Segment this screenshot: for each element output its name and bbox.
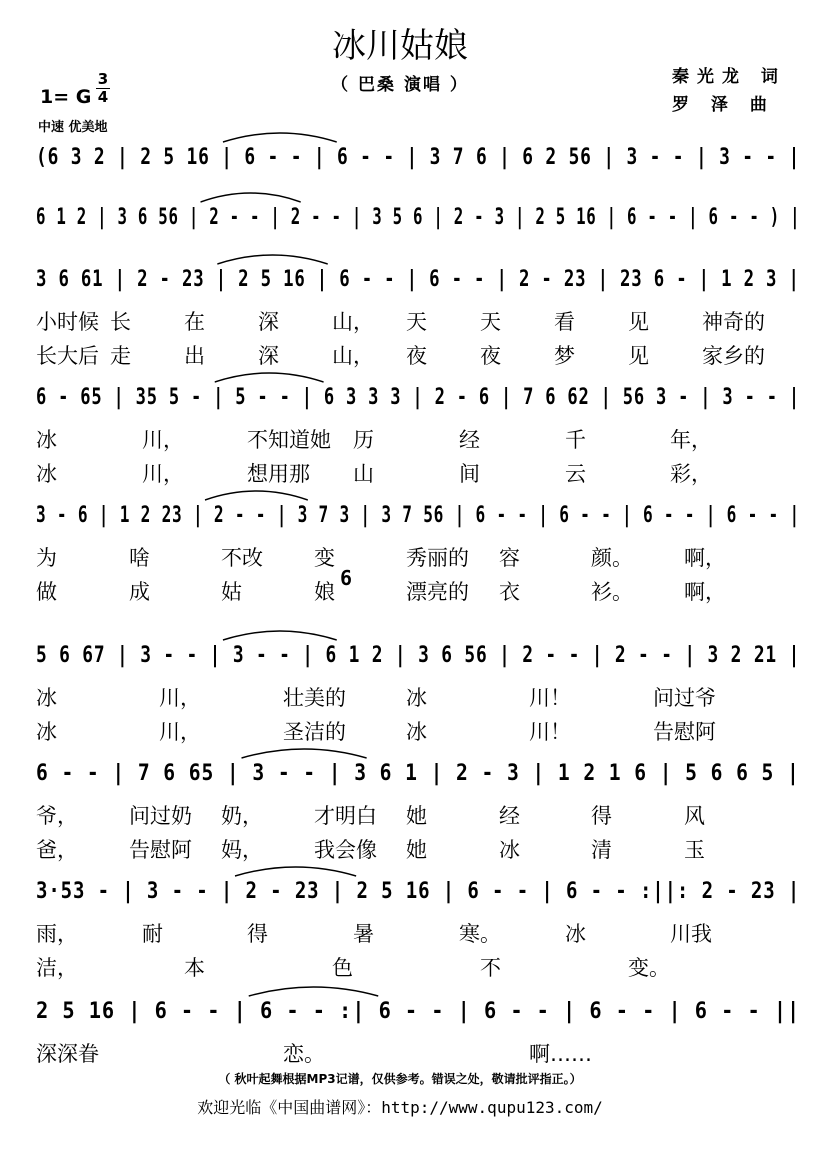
time-signature-bottom: 4: [97, 88, 109, 106]
lyric-word: 啊，: [684, 580, 726, 604]
lyric-word: 神奇的: [702, 310, 765, 334]
lyric-word: 冰: [499, 838, 520, 862]
lyric-word: 啊，: [684, 546, 726, 570]
lyric-word: 爸，: [36, 838, 78, 862]
lyric-word: 色: [332, 956, 353, 980]
lyric-word: 颜。: [591, 546, 633, 570]
lyric-word: 山，: [332, 344, 374, 368]
lyric-word: 我会像: [314, 838, 377, 862]
lyric-word: 经: [459, 428, 480, 452]
lyric-word: 问过爷: [653, 686, 716, 710]
lyric-word: 成: [129, 580, 150, 604]
notation-line: (6 3 2 | 2 5 16 | 6 - - | 6 - - | 3 7 6 | 6 2 56 | 3 - - | 3 - - |: [36, 140, 657, 176]
footer-text: 欢迎光临《中国曲谱网》：: [197, 1098, 382, 1117]
lyric-word: 彩，: [670, 462, 712, 486]
lyric-word: 夜: [406, 344, 427, 368]
lyric-word: 漂亮的: [406, 580, 469, 604]
lyric-word: 看: [554, 310, 575, 334]
lyric-word: 本: [184, 956, 205, 980]
lyric-word: 川，: [142, 428, 184, 452]
lyric-word: 娘: [314, 580, 335, 604]
lyric-word: 耐: [142, 922, 163, 946]
notation-line: 6 1 2 | 3 6 56 | 2 - - | 2 - - | 3 5 6 | 2 - 3 | 2 5 16 | 6 - - | 6 - - ) |: [36, 200, 583, 236]
lyric-word: 川我: [670, 922, 712, 946]
lyric-word: 衣: [499, 580, 520, 604]
notation-row: [36, 756, 800, 796]
notation-row: [36, 994, 800, 1034]
lyric-word: 洁，: [36, 956, 78, 980]
lyric-word: 雨，: [36, 922, 78, 946]
time-signature: [96, 72, 110, 105]
lyric-word: 变: [314, 546, 335, 570]
slur-marks: [36, 740, 719, 760]
lyric-word: 爷，: [36, 804, 78, 828]
lyric-word: 问过奶: [129, 804, 192, 828]
slur-marks: [36, 622, 657, 642]
lyric-word: 暑: [353, 922, 374, 946]
lyric-word: 清: [591, 838, 612, 862]
lyric-word: 川，: [159, 720, 201, 744]
slur-marks: [36, 246, 638, 266]
lyric-word: 做: [36, 580, 57, 604]
lyric-word: 天: [480, 310, 501, 334]
lyric-word: 间: [459, 462, 480, 486]
lyric-word: 长大后: [36, 344, 99, 368]
lyric-word: 经: [499, 804, 520, 828]
notation-line: 3·53 - | 3 - - | 2 - 23 | 2 5 16 | 6 - - | 6 - - :||: 2 - 23 |: [36, 874, 697, 910]
lyric-word: 她: [406, 838, 427, 862]
lyric-word: 衫。: [591, 580, 633, 604]
footer-url[interactable]: http://www.qupu123.com/: [381, 1098, 603, 1117]
extra-note: 6: [340, 566, 353, 590]
lyric-word: 不知道她: [247, 428, 331, 452]
lyric-word: 风: [684, 804, 705, 828]
lyric-word: 寒。: [459, 922, 501, 946]
lyric-word: 山，: [332, 310, 374, 334]
slur-marks: [36, 184, 583, 204]
lyric-word: 容: [499, 546, 520, 570]
lyric-word: 川！: [529, 720, 571, 744]
lyric-word: 玉: [684, 838, 705, 862]
notation-row: [36, 262, 800, 302]
lyric-word: 冰: [406, 720, 427, 744]
notation-row: [36, 498, 800, 538]
notation-line: 6 - - | 7 6 65 | 3 - - | 3 6 1 | 2 - 3 | 1 2 1 6 | 5 6 6 5 |: [36, 756, 719, 792]
lyric-word: 圣洁的: [283, 720, 346, 744]
lyric-word: 不: [480, 956, 501, 980]
lyric-word: 冰: [406, 686, 427, 710]
lyric-word: 姑: [221, 580, 242, 604]
time-signature-top: 3: [97, 70, 109, 88]
singer-credit: （ 巴桑 演唱 ）: [331, 75, 469, 95]
notation-line: 3 6 61 | 2 - 23 | 2 5 16 | 6 - - | 6 - - | 2 - 23 | 23 6 - | 1 2 3 |: [36, 262, 638, 298]
lyric-word: 壮美的: [283, 686, 346, 710]
lyric-word: 深: [258, 344, 279, 368]
lyric-word: 历: [353, 428, 374, 452]
lyric-word: 夜: [480, 344, 501, 368]
composer-credit: 罗 泽 曲: [672, 95, 775, 115]
lyric-word: 年，: [670, 428, 712, 452]
lyric-word: 深: [258, 310, 279, 334]
lyric-word: 变。: [628, 956, 670, 980]
lyric-word: 得: [247, 922, 268, 946]
slur-marks: [36, 482, 597, 502]
lyric-word: 冰: [36, 686, 57, 710]
lyric-word: 见: [628, 310, 649, 334]
notation-row: [36, 200, 800, 240]
song-title: 冰川姑娘: [332, 26, 468, 66]
lyric-word: 不改: [221, 546, 263, 570]
notation-line: 6 - 65 | 35 5 - | 5 - - | 6 3 3 3 | 2 - 6 | 7 6 62 | 56 3 - | 3 - - |: [36, 380, 630, 416]
lyric-word: 走: [110, 344, 131, 368]
notation-line: 2 5 16 | 6 - - | 6 - - :| 6 - - | 6 - - | 6 - - | 6 - - ||: [36, 994, 743, 1030]
lyric-word: 长: [110, 310, 131, 334]
lyric-word: 告慰阿: [653, 720, 716, 744]
lyric-word: 冰: [36, 720, 57, 744]
lyric-word: 冰: [565, 922, 586, 946]
lyric-word: 川！: [529, 686, 571, 710]
lyric-word: 想用那: [247, 462, 310, 486]
lyric-word: 她: [406, 804, 427, 828]
lyric-word: 云: [565, 462, 586, 486]
lyric-word: 梦: [554, 344, 575, 368]
notation-row: [36, 874, 800, 914]
lyric-word: 千: [565, 428, 586, 452]
key-signature: 1= G: [40, 86, 92, 108]
lyric-word: 啥: [129, 546, 150, 570]
lyric-word: 冰: [36, 462, 57, 486]
lyric-word: 深深眷: [36, 1042, 99, 1066]
tempo-marking: 中速 优美地: [38, 120, 108, 135]
lyric-word: 在: [184, 310, 205, 334]
lyric-word: 才明白: [314, 804, 377, 828]
lyricist-credit: 秦光龙 词: [672, 67, 786, 87]
notation-row: [36, 140, 800, 180]
lyric-word: 为: [36, 546, 57, 570]
lyric-word: 家乡的: [702, 344, 765, 368]
lyric-word: 秀丽的: [406, 546, 469, 570]
lyric-word: 山: [353, 462, 374, 486]
lyric-word: 川，: [142, 462, 184, 486]
footnote: （ 秋叶起舞根据MP3记谱，仅供参考。错误之处，敬请批评指正。）: [218, 1072, 582, 1086]
lyric-word: 冰: [36, 428, 57, 452]
lyric-word: 奶，: [221, 804, 263, 828]
notation-line: 3 - 6 | 1 2 23 | 2 - - | 3 7 3 | 3 7 56 | 6 - - | 6 - - | 6 - - | 6 - - |: [36, 498, 597, 534]
lyric-word: 恋。: [283, 1042, 325, 1066]
lyric-word: 天: [406, 310, 427, 334]
notation-line: 5 6 67 | 3 - - | 3 - - | 6 1 2 | 3 6 56 | 2 - - | 2 - - | 3 2 21 |: [36, 638, 657, 674]
lyric-word: 得: [591, 804, 612, 828]
lyric-word: 见: [628, 344, 649, 368]
lyric-word: 妈，: [221, 838, 263, 862]
notation-row: [36, 380, 800, 420]
site-footer: [0, 1095, 800, 1118]
lyric-word: 告慰阿: [129, 838, 192, 862]
lyric-word: 啊……: [529, 1042, 592, 1066]
notation-row: [36, 638, 800, 678]
lyric-word: 川，: [159, 686, 201, 710]
slur-marks: [36, 124, 657, 144]
lyric-word: 小时候: [36, 310, 99, 334]
lyric-word: 出: [184, 344, 205, 368]
